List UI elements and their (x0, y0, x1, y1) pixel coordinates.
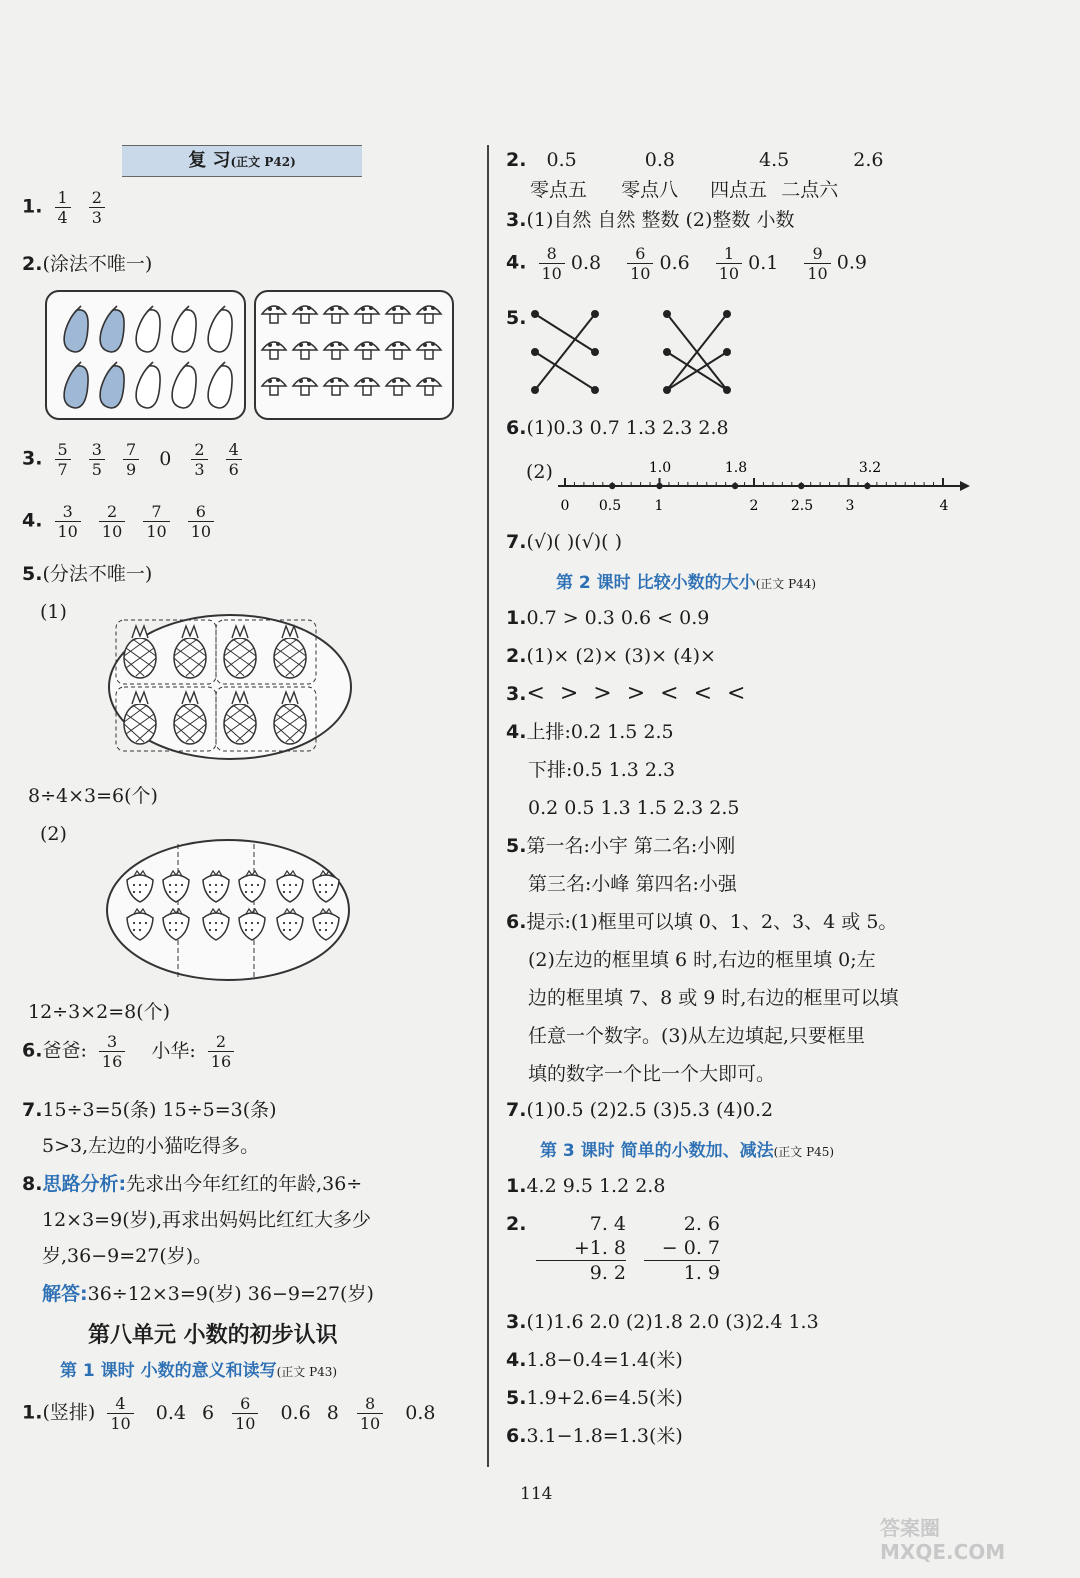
mushroom-icon (355, 378, 379, 395)
fraction: $\frac{6}{10}$ (232, 1394, 258, 1433)
fraction: $\frac{6}{10}$ (188, 502, 214, 541)
mushroom-icon (417, 378, 441, 395)
nl-point (609, 483, 615, 489)
mushroom-icon (324, 306, 348, 323)
eggplant-icon (208, 362, 232, 408)
mushroom-icon (355, 306, 379, 323)
strawberry-ellipse-figure (104, 836, 352, 986)
column-divider (487, 145, 489, 1467)
eggplant-icon (100, 306, 124, 352)
s7: 7.(1)0.5 (2)2.5 (3)5.3 (4)0.2 (506, 1099, 774, 1121)
mushroom-icon (386, 378, 410, 395)
r6: 6.(1)0.3 0.7 1.3 2.3 2.8 (506, 417, 729, 439)
eggplant-icon (64, 306, 88, 352)
s6-l4: 任意一个数字。(3)从左边填起,只要框里 (528, 1025, 865, 1047)
page-number: 114 (520, 1484, 553, 1504)
nl-top-label: 3.2 (858, 460, 882, 476)
fraction: $\frac{7}{10}$ (143, 502, 169, 541)
s6-l2: (2)左边的框里填 6 时,右边的框里填 0;左 (528, 949, 876, 971)
mushroom-box (254, 290, 454, 420)
mushroom-icon (417, 306, 441, 323)
eggplant-icon (208, 306, 232, 352)
fraction: $\frac{1}{4}$ (55, 188, 71, 227)
mushroom-icon (386, 342, 410, 359)
nl-bottom-label: 0.5 (598, 498, 622, 514)
fraction: $\frac{8}{10}$ (539, 244, 565, 283)
mushroom-icon (386, 306, 410, 323)
fraction: $\frac{6}{10}$ (627, 244, 653, 283)
eggplant-icon (64, 362, 88, 408)
t1: 1.4.2 9.5 1.2 2.8 (506, 1175, 666, 1197)
r7: 7.(√)( )(√)( ) (506, 531, 623, 553)
q1: 1. $\frac{1}{4}$ $\frac{2}{3}$ (22, 188, 111, 227)
eggplant-icon (172, 306, 196, 352)
s2: 2.(1)× (2)× (3)× (4)× (506, 645, 716, 667)
review-title: 复 习 (188, 150, 231, 171)
mushroom-icon (262, 342, 286, 359)
q5-part1: (1) (40, 601, 67, 623)
matching-lines-figure (525, 300, 745, 400)
mushroom-icon (293, 306, 317, 323)
fraction: $\frac{2}{10}$ (99, 502, 125, 541)
vertical-subtraction: 2. 6 − 0. 7 1. 9 (644, 1212, 720, 1285)
unit-title: 第八单元 小数的初步认识 (88, 1322, 338, 1348)
fraction: $\frac{3}{5}$ (89, 440, 105, 479)
mushroom-icon (293, 378, 317, 395)
nl-top-label: 1.0 (648, 460, 672, 476)
t3: 3.(1)1.6 2.0 (2)1.8 2.0 (3)2.4 1.3 (506, 1311, 819, 1333)
r4: 4. $\frac{8}{10}$ 0.8 $\frac{6}{10}$ 0.6 $\frac{1}{10}$ 0.1 $\frac{9}{10}$ 0.9 (506, 244, 867, 283)
nl-bottom-label: 2.5 (790, 498, 814, 514)
nl-bottom-label: 0 (560, 498, 570, 514)
q2: 2.(涂法不唯一) (22, 253, 153, 275)
lesson3-title: 第 3 课时 简单的小数加、减法(正文 P45) (540, 1141, 835, 1161)
q4: 4. $\frac{3}{10}$ $\frac{2}{10}$ $\frac{7}{10}$ $\frac{6}{10}$ (22, 502, 220, 541)
mushroom-icon (262, 306, 286, 323)
eggplant-icon (136, 362, 160, 408)
s6-l5: 填的数字一个比一个大即可。 (528, 1063, 776, 1085)
q3: 3. $\frac{5}{7}$ $\frac{3}{5}$ $\frac{7}{9}$ 0 $\frac{2}{3}$ $\frac{4}{6}$ (22, 440, 248, 479)
q8-l2: 12×3=9(岁),再求出妈妈比红红大多少 (42, 1209, 372, 1231)
fraction: $\frac{9}{10}$ (804, 244, 830, 283)
q8-l3: 岁,36−9=27(岁)。 (42, 1245, 213, 1267)
nl-point (864, 483, 870, 489)
lesson2-title: 第 2 课时 比较小数的大小(正文 P44) (556, 573, 817, 593)
nl-bottom-label: 4 (939, 498, 949, 514)
s5: 5.第一名:小宇 第二名:小刚 (506, 835, 736, 857)
s4-l2: 下排:0.5 1.3 2.3 (528, 759, 676, 781)
r3: 3.(1)自然 自然 整数 (2)整数 小数 (506, 209, 795, 231)
nl-point (798, 483, 804, 489)
nl-point (656, 483, 662, 489)
u1: 1.(竖排) $\frac{4}{10}$ 0.4 6 $\frac{6}{10}$ 0.6 8 $\frac{8}{10}$ 0.8 (22, 1394, 436, 1433)
t6: 6.3.1−1.8=1.3(米) (506, 1425, 683, 1447)
q8: 8.思路分析:先求出今年红红的年龄,36÷ (22, 1173, 363, 1195)
t4: 4.1.8−0.4=1.4(米) (506, 1349, 683, 1371)
eggplant-icon (172, 362, 196, 408)
mushroom-icon (355, 342, 379, 359)
nl-bottom-label: 2 (749, 498, 759, 514)
s6: 6.提示:(1)框里可以填 0、1、2、3、4 或 5。 (506, 911, 898, 933)
watermark: 答案圈 MXQE.COM (880, 1516, 1006, 1564)
mushroom-icon (262, 378, 286, 395)
eggplant-box (45, 290, 246, 420)
fraction: $\frac{4}{6}$ (226, 440, 242, 479)
nl-point (732, 483, 738, 489)
r2: 2. 0.5 0.8 4.5 2.6 (506, 149, 884, 171)
fraction: $\frac{2}{3}$ (89, 188, 105, 227)
lesson1-title: 第 1 课时 小数的意义和读写(正文 P43) (60, 1361, 338, 1381)
q7: 7.15÷3=5(条) 15÷5=3(条) (22, 1099, 277, 1121)
nl-bottom-label: 3 (845, 498, 855, 514)
q5-part2: (2) (40, 823, 67, 845)
q6: 6.爸爸: $\frac{3}{16}$ 小华: $\frac{2}{16}$ (22, 1032, 240, 1071)
mushroom-icon-grid (256, 292, 452, 418)
fraction: $\frac{4}{10}$ (107, 1394, 133, 1433)
s3: 3.< > > > < < < (506, 681, 750, 706)
eggplant-icon (136, 306, 160, 352)
fraction: $\frac{1}{10}$ (716, 244, 742, 283)
fraction: $\frac{7}{9}$ (123, 440, 139, 479)
t2-num: 2. (506, 1213, 527, 1235)
r5: 5. (506, 307, 527, 329)
s4-l3: 0.2 0.5 1.3 1.5 2.3 2.5 (528, 797, 740, 819)
q5-eq2: 12÷3×2=8(个) (28, 1001, 171, 1023)
t5: 5.1.9+2.6=4.5(米) (506, 1387, 683, 1409)
eggplant-icon (100, 362, 124, 408)
fraction: $\frac{2}{16}$ (208, 1032, 234, 1071)
q7-l2: 5>3,左边的小猫吃得多。 (42, 1135, 260, 1157)
number-line-figure (550, 452, 970, 514)
review-title-bar (122, 145, 362, 177)
s4: 4.上排:0.2 1.5 2.5 (506, 721, 674, 743)
mushroom-icon (324, 378, 348, 395)
s5-l2: 第三名:小峰 第四名:小强 (528, 873, 737, 895)
vertical-addition: 7. 4 +1. 8 9. 2 (536, 1212, 626, 1285)
fraction: $\frac{5}{7}$ (55, 440, 71, 479)
fraction: $\frac{8}{10}$ (357, 1394, 383, 1433)
mushroom-icon (324, 342, 348, 359)
nl-bottom-label: 1 (654, 498, 664, 514)
r2-reads: 零点五 零点八 四点五 二点六 (530, 179, 839, 201)
s1: 1.0.7 > 0.3 0.6 < 0.9 (506, 607, 710, 629)
q5-eq1: 8÷4×3=6(个) (28, 785, 158, 807)
fraction: $\frac{2}{3}$ (191, 440, 207, 479)
mushroom-icon (293, 342, 317, 359)
review-ref: (正文 P42) (230, 155, 296, 169)
fraction: $\frac{3}{10}$ (55, 502, 81, 541)
nl-top-label: 1.8 (724, 460, 748, 476)
pineapple-ellipse-figure (106, 612, 354, 762)
eggplant-icon-grid (47, 292, 244, 418)
q5: 5.(分法不唯一) (22, 563, 153, 585)
s6-l3: 边的框里填 7、8 或 9 时,右边的框里可以填 (528, 987, 899, 1009)
r6-part2: (2) (526, 461, 553, 483)
fraction: $\frac{3}{16}$ (99, 1032, 125, 1071)
q8-answer: 解答:36÷12×3=9(岁) 36−9=27(岁) (42, 1283, 374, 1305)
mushroom-icon (417, 342, 441, 359)
